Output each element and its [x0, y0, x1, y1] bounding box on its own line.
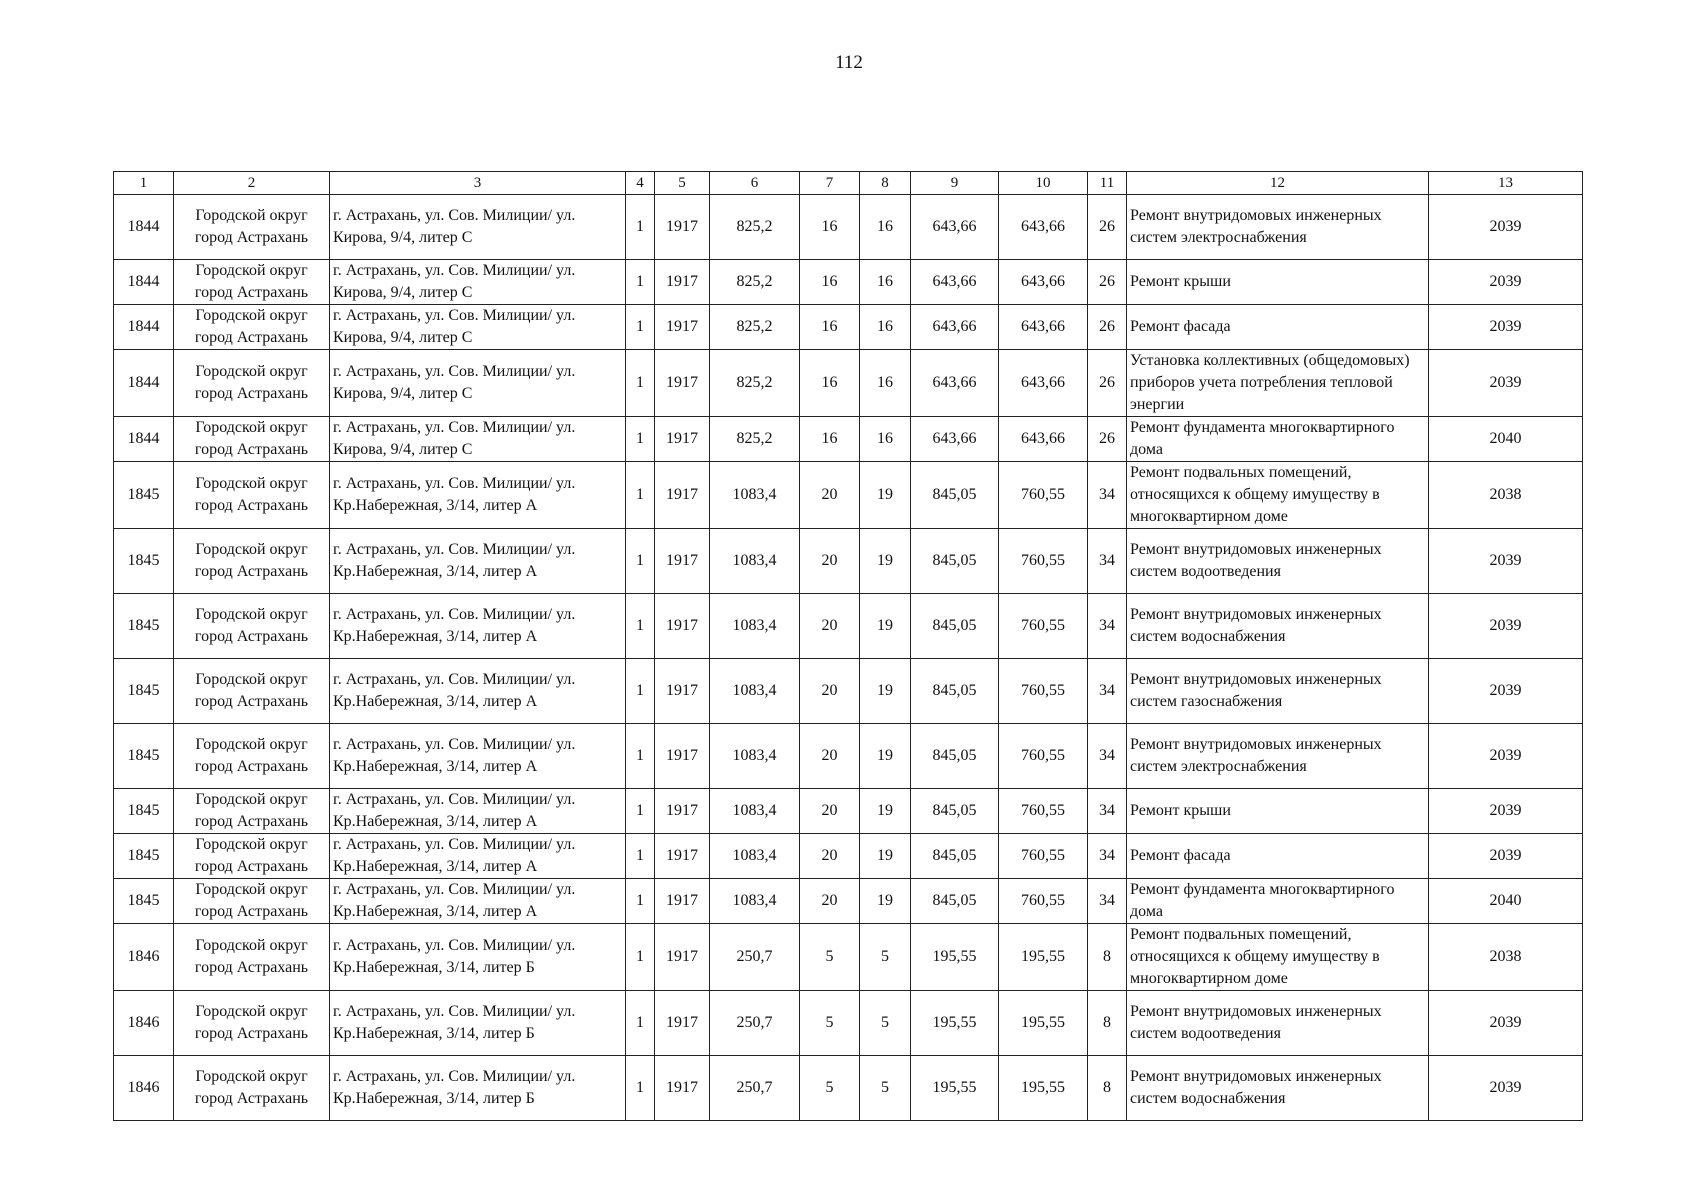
- cell-col-7: 5: [800, 1056, 860, 1121]
- cell-year: 1917: [655, 659, 710, 724]
- cell-col-11: 8: [1088, 924, 1127, 991]
- cell-work-type: Ремонт фасада: [1127, 834, 1429, 879]
- cell-col-7: 20: [800, 462, 860, 529]
- cell-col-7: 20: [800, 834, 860, 879]
- cell-area: 825,2: [710, 350, 800, 417]
- cell-col-8: 19: [860, 462, 911, 529]
- cell-record-number: 1844: [114, 305, 174, 350]
- cell-area: 825,2: [710, 305, 800, 350]
- cell-col-9: 643,66: [911, 260, 999, 305]
- cell-year: 1917: [655, 1056, 710, 1121]
- cell-municipality: Городской округ город Астрахань: [174, 834, 330, 879]
- cell-address: г. Астрахань, ул. Сов. Милиции/ ул. Кр.Набережная, 3/14, литер А: [330, 879, 626, 924]
- cell-col-11: 26: [1088, 417, 1127, 462]
- cell-work-type: Ремонт внутридомовых инженерных систем водоотведения: [1127, 991, 1429, 1056]
- cell-col-10: 643,66: [999, 260, 1088, 305]
- cell-address: г. Астрахань, ул. Сов. Милиции/ ул. Кр.Набережная, 3/14, литер Б: [330, 991, 626, 1056]
- cell-address: г. Астрахань, ул. Сов. Милиции/ ул. Кирова, 9/4, литер С: [330, 417, 626, 462]
- column-header: 2: [174, 172, 330, 195]
- cell-area: 1083,4: [710, 659, 800, 724]
- cell-col-9: 845,05: [911, 529, 999, 594]
- cell-col-10: 195,55: [999, 1056, 1088, 1121]
- cell-work-type: Ремонт внутридомовых инженерных систем электроснабжения: [1127, 724, 1429, 789]
- cell-col-7: 20: [800, 879, 860, 924]
- cell-col-11: 34: [1088, 529, 1127, 594]
- cell-col-8: 19: [860, 659, 911, 724]
- cell-col-7: 20: [800, 724, 860, 789]
- table-row: [114, 724, 1583, 789]
- table-row: [114, 879, 1583, 924]
- cell-col-9: 195,55: [911, 991, 999, 1056]
- cell-col-8: 16: [860, 305, 911, 350]
- table-row: [114, 1056, 1583, 1121]
- cell-col-7: 20: [800, 594, 860, 659]
- cell-col-7: 16: [800, 260, 860, 305]
- table-row: [114, 834, 1583, 879]
- cell-record-number: 1844: [114, 417, 174, 462]
- cell-area: 250,7: [710, 1056, 800, 1121]
- cell-year: 1917: [655, 594, 710, 659]
- cell-address: г. Астрахань, ул. Сов. Милиции/ ул. Кр.Набережная, 3/14, литер А: [330, 594, 626, 659]
- cell-planned-year: 2039: [1429, 350, 1583, 417]
- cell-record-number: 1846: [114, 924, 174, 991]
- column-header: 12: [1127, 172, 1429, 195]
- cell-col-4: 1: [626, 529, 655, 594]
- cell-record-number: 1846: [114, 991, 174, 1056]
- cell-municipality: Городской округ город Астрахань: [174, 195, 330, 260]
- table-row: [114, 594, 1583, 659]
- table-row: [114, 659, 1583, 724]
- cell-col-11: 26: [1088, 350, 1127, 417]
- cell-col-8: 16: [860, 195, 911, 260]
- cell-record-number: 1845: [114, 529, 174, 594]
- cell-col-11: 34: [1088, 834, 1127, 879]
- cell-planned-year: 2038: [1429, 924, 1583, 991]
- cell-col-4: 1: [626, 260, 655, 305]
- cell-col-8: 16: [860, 350, 911, 417]
- cell-col-9: 195,55: [911, 1056, 999, 1121]
- cell-address: г. Астрахань, ул. Сов. Милиции/ ул. Кирова, 9/4, литер С: [330, 260, 626, 305]
- cell-col-11: 34: [1088, 879, 1127, 924]
- cell-municipality: Городской округ город Астрахань: [174, 659, 330, 724]
- cell-col-4: 1: [626, 594, 655, 659]
- cell-area: 825,2: [710, 417, 800, 462]
- table-row: [114, 305, 1583, 350]
- cell-col-11: 26: [1088, 305, 1127, 350]
- cell-municipality: Городской округ город Астрахань: [174, 879, 330, 924]
- cell-address: г. Астрахань, ул. Сов. Милиции/ ул. Кр.Набережная, 3/14, литер А: [330, 724, 626, 789]
- cell-work-type: Ремонт внутридомовых инженерных систем газоснабжения: [1127, 659, 1429, 724]
- cell-area: 825,2: [710, 260, 800, 305]
- cell-col-8: 19: [860, 529, 911, 594]
- cell-area: 1083,4: [710, 529, 800, 594]
- column-header: 9: [911, 172, 999, 195]
- cell-address: г. Астрахань, ул. Сов. Милиции/ ул. Кирова, 9/4, литер С: [330, 350, 626, 417]
- cell-col-4: 1: [626, 879, 655, 924]
- page-number: 112: [835, 52, 863, 73]
- cell-col-8: 19: [860, 724, 911, 789]
- cell-year: 1917: [655, 529, 710, 594]
- cell-work-type: Ремонт крыши: [1127, 260, 1429, 305]
- column-header: 6: [710, 172, 800, 195]
- cell-planned-year: 2039: [1429, 1056, 1583, 1121]
- cell-municipality: Городской округ город Астрахань: [174, 724, 330, 789]
- cell-col-9: 195,55: [911, 924, 999, 991]
- cell-col-11: 8: [1088, 1056, 1127, 1121]
- cell-col-9: 643,66: [911, 195, 999, 260]
- cell-work-type: Ремонт внутридомовых инженерных систем электроснабжения: [1127, 195, 1429, 260]
- cell-col-9: 643,66: [911, 350, 999, 417]
- cell-col-8: 5: [860, 1056, 911, 1121]
- repair-schedule-table: [113, 171, 1583, 1121]
- cell-year: 1917: [655, 462, 710, 529]
- cell-col-10: 195,55: [999, 991, 1088, 1056]
- cell-col-4: 1: [626, 417, 655, 462]
- cell-planned-year: 2039: [1429, 529, 1583, 594]
- cell-year: 1917: [655, 879, 710, 924]
- cell-col-7: 20: [800, 659, 860, 724]
- cell-col-10: 760,55: [999, 789, 1088, 834]
- cell-col-9: 845,05: [911, 659, 999, 724]
- cell-planned-year: 2040: [1429, 879, 1583, 924]
- cell-area: 250,7: [710, 924, 800, 991]
- cell-col-4: 1: [626, 305, 655, 350]
- cell-col-8: 19: [860, 834, 911, 879]
- cell-area: 1083,4: [710, 594, 800, 659]
- cell-area: 1083,4: [710, 789, 800, 834]
- cell-col-9: 845,05: [911, 724, 999, 789]
- cell-address: г. Астрахань, ул. Сов. Милиции/ ул. Кр.Набережная, 3/14, литер А: [330, 789, 626, 834]
- cell-col-10: 643,66: [999, 417, 1088, 462]
- cell-work-type: Ремонт внутридомовых инженерных систем водоотведения: [1127, 529, 1429, 594]
- cell-area: 825,2: [710, 195, 800, 260]
- cell-municipality: Городской округ город Астрахань: [174, 350, 330, 417]
- column-header: 13: [1429, 172, 1583, 195]
- cell-area: 250,7: [710, 991, 800, 1056]
- cell-area: 1083,4: [710, 879, 800, 924]
- column-header: 7: [800, 172, 860, 195]
- cell-work-type: Ремонт подвальных помещений, относящихся к общему имуществу в многоквартирном доме: [1127, 924, 1429, 991]
- cell-col-10: 195,55: [999, 924, 1088, 991]
- table-row: [114, 260, 1583, 305]
- cell-col-9: 845,05: [911, 594, 999, 659]
- cell-year: 1917: [655, 991, 710, 1056]
- cell-planned-year: 2039: [1429, 659, 1583, 724]
- cell-year: 1917: [655, 417, 710, 462]
- cell-col-10: 643,66: [999, 195, 1088, 260]
- cell-year: 1917: [655, 195, 710, 260]
- cell-municipality: Городской округ город Астрахань: [174, 924, 330, 991]
- cell-work-type: Установка коллективных (общедомовых) приборов учета потребления тепловой энергии: [1127, 350, 1429, 417]
- cell-planned-year: 2039: [1429, 195, 1583, 260]
- cell-planned-year: 2039: [1429, 834, 1583, 879]
- cell-col-7: 5: [800, 924, 860, 991]
- cell-address: г. Астрахань, ул. Сов. Милиции/ ул. Кр.Набережная, 3/14, литер А: [330, 659, 626, 724]
- cell-col-11: 34: [1088, 462, 1127, 529]
- table-row: [114, 529, 1583, 594]
- cell-col-9: 845,05: [911, 879, 999, 924]
- cell-col-11: 26: [1088, 260, 1127, 305]
- cell-col-4: 1: [626, 834, 655, 879]
- cell-col-11: 26: [1088, 195, 1127, 260]
- cell-municipality: Городской округ город Астрахань: [174, 594, 330, 659]
- cell-col-9: 845,05: [911, 834, 999, 879]
- column-header: 4: [626, 172, 655, 195]
- cell-col-8: 19: [860, 789, 911, 834]
- cell-area: 1083,4: [710, 462, 800, 529]
- cell-municipality: Городской округ город Астрахань: [174, 462, 330, 529]
- cell-col-8: 16: [860, 417, 911, 462]
- cell-col-8: 5: [860, 924, 911, 991]
- cell-address: г. Астрахань, ул. Сов. Милиции/ ул. Кирова, 9/4, литер С: [330, 305, 626, 350]
- cell-col-10: 760,55: [999, 594, 1088, 659]
- cell-col-4: 1: [626, 195, 655, 260]
- cell-col-10: 760,55: [999, 834, 1088, 879]
- cell-planned-year: 2039: [1429, 594, 1583, 659]
- table-row: [114, 462, 1583, 529]
- cell-year: 1917: [655, 834, 710, 879]
- cell-col-4: 1: [626, 462, 655, 529]
- cell-year: 1917: [655, 260, 710, 305]
- cell-planned-year: 2039: [1429, 991, 1583, 1056]
- cell-col-4: 1: [626, 724, 655, 789]
- cell-col-7: 5: [800, 991, 860, 1056]
- cell-col-7: 16: [800, 350, 860, 417]
- cell-col-4: 1: [626, 350, 655, 417]
- cell-col-8: 19: [860, 879, 911, 924]
- cell-col-4: 1: [626, 659, 655, 724]
- cell-col-7: 16: [800, 305, 860, 350]
- cell-record-number: 1845: [114, 879, 174, 924]
- cell-record-number: 1845: [114, 659, 174, 724]
- cell-address: г. Астрахань, ул. Сов. Милиции/ ул. Кр.Набережная, 3/14, литер А: [330, 462, 626, 529]
- column-header: 8: [860, 172, 911, 195]
- cell-record-number: 1846: [114, 1056, 174, 1121]
- cell-record-number: 1845: [114, 834, 174, 879]
- cell-address: г. Астрахань, ул. Сов. Милиции/ ул. Кр.Набережная, 3/14, литер Б: [330, 924, 626, 991]
- cell-col-9: 845,05: [911, 789, 999, 834]
- cell-col-11: 8: [1088, 991, 1127, 1056]
- cell-col-10: 760,55: [999, 879, 1088, 924]
- cell-col-9: 643,66: [911, 305, 999, 350]
- cell-record-number: 1845: [114, 724, 174, 789]
- cell-col-4: 1: [626, 991, 655, 1056]
- table-row: [114, 789, 1583, 834]
- cell-address: г. Астрахань, ул. Сов. Милиции/ ул. Кирова, 9/4, литер С: [330, 195, 626, 260]
- cell-record-number: 1844: [114, 195, 174, 260]
- cell-col-9: 643,66: [911, 417, 999, 462]
- cell-record-number: 1844: [114, 260, 174, 305]
- cell-col-10: 643,66: [999, 305, 1088, 350]
- cell-municipality: Городской округ город Астрахань: [174, 789, 330, 834]
- cell-col-8: 5: [860, 991, 911, 1056]
- cell-address: г. Астрахань, ул. Сов. Милиции/ ул. Кр.Набережная, 3/14, литер А: [330, 834, 626, 879]
- cell-work-type: Ремонт фундамента многоквартирного дома: [1127, 879, 1429, 924]
- cell-address: г. Астрахань, ул. Сов. Милиции/ ул. Кр.Набережная, 3/14, литер А: [330, 529, 626, 594]
- cell-col-7: 20: [800, 529, 860, 594]
- cell-col-4: 1: [626, 924, 655, 991]
- cell-planned-year: 2039: [1429, 260, 1583, 305]
- cell-col-10: 760,55: [999, 659, 1088, 724]
- table-row: [114, 924, 1583, 991]
- cell-work-type: Ремонт фасада: [1127, 305, 1429, 350]
- cell-work-type: Ремонт внутридомовых инженерных систем водоснабжения: [1127, 1056, 1429, 1121]
- table-body: [114, 195, 1583, 1121]
- cell-planned-year: 2038: [1429, 462, 1583, 529]
- column-header: 5: [655, 172, 710, 195]
- cell-address: г. Астрахань, ул. Сов. Милиции/ ул. Кр.Набережная, 3/14, литер Б: [330, 1056, 626, 1121]
- cell-planned-year: 2040: [1429, 417, 1583, 462]
- cell-municipality: Городской округ город Астрахань: [174, 417, 330, 462]
- cell-col-10: 760,55: [999, 724, 1088, 789]
- cell-year: 1917: [655, 305, 710, 350]
- cell-municipality: Городской округ город Астрахань: [174, 305, 330, 350]
- cell-col-11: 34: [1088, 594, 1127, 659]
- cell-planned-year: 2039: [1429, 305, 1583, 350]
- cell-col-10: 643,66: [999, 350, 1088, 417]
- table-row: [114, 417, 1583, 462]
- cell-year: 1917: [655, 724, 710, 789]
- cell-col-10: 760,55: [999, 462, 1088, 529]
- cell-planned-year: 2039: [1429, 789, 1583, 834]
- cell-work-type: Ремонт внутридомовых инженерных систем водоснабжения: [1127, 594, 1429, 659]
- table-row: [114, 991, 1583, 1056]
- cell-area: 1083,4: [710, 834, 800, 879]
- column-header: 11: [1088, 172, 1127, 195]
- column-number-row: [114, 172, 1583, 195]
- cell-col-8: 16: [860, 260, 911, 305]
- cell-col-9: 845,05: [911, 462, 999, 529]
- cell-col-8: 19: [860, 594, 911, 659]
- cell-col-10: 760,55: [999, 529, 1088, 594]
- cell-year: 1917: [655, 924, 710, 991]
- cell-record-number: 1845: [114, 462, 174, 529]
- cell-work-type: Ремонт крыши: [1127, 789, 1429, 834]
- column-header: 1: [114, 172, 174, 195]
- cell-municipality: Городской округ город Астрахань: [174, 1056, 330, 1121]
- cell-municipality: Городской округ город Астрахань: [174, 991, 330, 1056]
- table-row: [114, 350, 1583, 417]
- cell-planned-year: 2039: [1429, 724, 1583, 789]
- table-row: [114, 195, 1583, 260]
- cell-col-4: 1: [626, 1056, 655, 1121]
- cell-year: 1917: [655, 789, 710, 834]
- column-header: 3: [330, 172, 626, 195]
- cell-area: 1083,4: [710, 724, 800, 789]
- cell-col-11: 34: [1088, 659, 1127, 724]
- cell-col-7: 16: [800, 417, 860, 462]
- column-header: 10: [999, 172, 1088, 195]
- cell-municipality: Городской округ город Астрахань: [174, 260, 330, 305]
- cell-col-11: 34: [1088, 724, 1127, 789]
- cell-municipality: Городской округ город Астрахань: [174, 529, 330, 594]
- cell-col-4: 1: [626, 789, 655, 834]
- cell-work-type: Ремонт подвальных помещений, относящихся к общему имуществу в многоквартирном доме: [1127, 462, 1429, 529]
- cell-record-number: 1844: [114, 350, 174, 417]
- cell-record-number: 1845: [114, 789, 174, 834]
- cell-col-7: 16: [800, 195, 860, 260]
- cell-year: 1917: [655, 350, 710, 417]
- cell-col-11: 34: [1088, 789, 1127, 834]
- cell-record-number: 1845: [114, 594, 174, 659]
- cell-col-7: 20: [800, 789, 860, 834]
- cell-work-type: Ремонт фундамента многоквартирного дома: [1127, 417, 1429, 462]
